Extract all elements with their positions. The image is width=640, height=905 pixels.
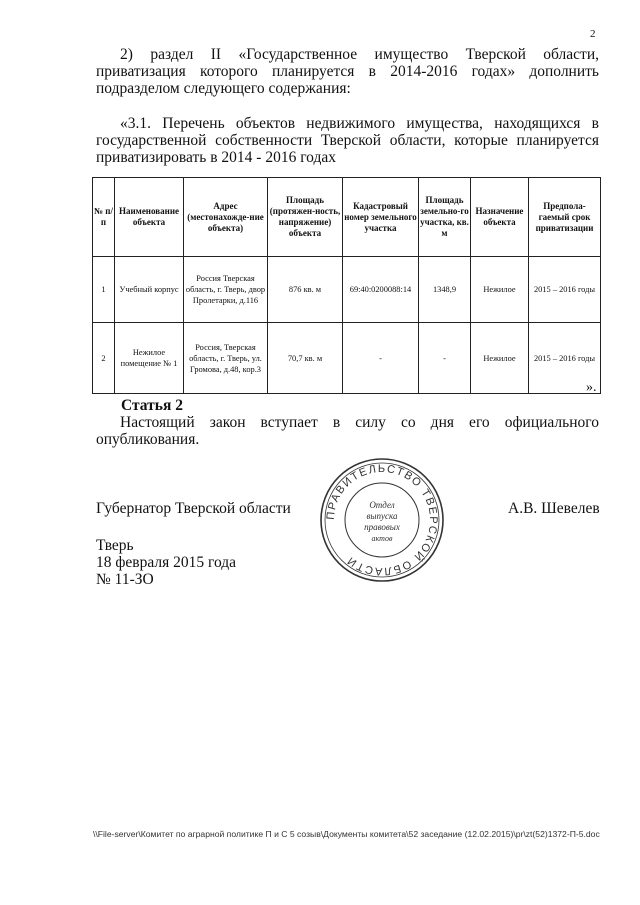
seal-center-line: Отдел [369, 500, 395, 510]
header-address: Адрес (местонахожде-ние объекта) [184, 178, 268, 257]
article-text: Настоящий закон вступает в силу со дня его официального опубликования. [96, 414, 599, 448]
cell-area: 70,7 кв. м [268, 323, 343, 394]
header-cadastral: Кадастровый номер земельного участка [343, 178, 419, 257]
cell-address: Россия Тверская область, г. Тверь, двор Пролетарки, д.116 [184, 257, 268, 323]
header-term: Предпола-гаемый срок приватизации [529, 178, 601, 257]
cell-cadastral: 69:40:0200088:14 [343, 257, 419, 323]
footer-file-path: \\File-server\Комитет по аграрной политике П и С 5 созыв\Документы комитета\52 заседание (12.02.2015)\pr\zt(52)1372-П-5.doc [93, 829, 600, 839]
cell-term: 2015 – 2016 годы [529, 323, 601, 394]
property-table [92, 177, 601, 394]
cell-address: Россия, Тверская область, г. Тверь, ул. Громова, д.48, кор.3 [184, 323, 268, 394]
cell-land-area: - [419, 323, 471, 394]
closing-quote: ». [586, 380, 597, 395]
signing-date: 18 февраля 2015 года [96, 554, 237, 571]
seal-center-line: выпуска [366, 511, 398, 521]
table-row [93, 323, 601, 394]
cell-name: Учебный корпус [115, 257, 184, 323]
article-paragraph [96, 414, 599, 448]
cell-num: 1 [93, 257, 115, 323]
subsection-paragraph [96, 115, 599, 166]
header-area: Площадь (протяжен-ность, напряжение) объекта [268, 178, 343, 257]
header-name: Наименование объекта [115, 178, 184, 257]
official-seal-stamp [318, 456, 446, 584]
cell-name: Нежилое помещение № 1 [115, 323, 184, 394]
cell-purpose: Нежилое [471, 257, 529, 323]
article-title: Статья 2 [121, 397, 183, 414]
cell-area: 876 кв. м [268, 257, 343, 323]
table-row [93, 257, 601, 323]
subsection-text: «3.1. Перечень объектов недвижимого имущества, находящихся в государственной собственности Тверской области, которые планируется приватизировать в 2014 - 2016 годах [96, 115, 599, 166]
law-number: № 11-ЗО [96, 571, 154, 588]
page-number: 2 [590, 28, 596, 40]
cell-land-area: 1348,9 [419, 257, 471, 323]
intro-paragraph [96, 46, 599, 97]
signatory-name: А.В. Шевелев [508, 500, 600, 517]
header-num: № п/п [93, 178, 115, 257]
header-land-area: Площадь земельно-го участка, кв. м [419, 178, 471, 257]
signing-place: Тверь [96, 537, 134, 554]
intro-text: 2) раздел II «Государственное имущество Тверской области, приватизация которого планируется в 2014-2016 годах» дополнить подразделом следующего содержания: [96, 46, 599, 97]
cell-cadastral: - [343, 323, 419, 394]
header-purpose: Назначение объекта [471, 178, 529, 257]
table-header-row [93, 178, 601, 257]
signatory-position: Губернатор Тверской области [96, 500, 291, 517]
cell-num: 2 [93, 323, 115, 394]
seal-center-line: актов [371, 534, 393, 543]
cell-purpose: Нежилое [471, 323, 529, 394]
seal-ring-text: ПРАВИТЕЛЬСТВО ТВЕРСКОЙ ОБЛАСТИ [324, 462, 440, 578]
cell-term: 2015 – 2016 годы [529, 257, 601, 323]
seal-center-line: правовых [364, 522, 400, 532]
